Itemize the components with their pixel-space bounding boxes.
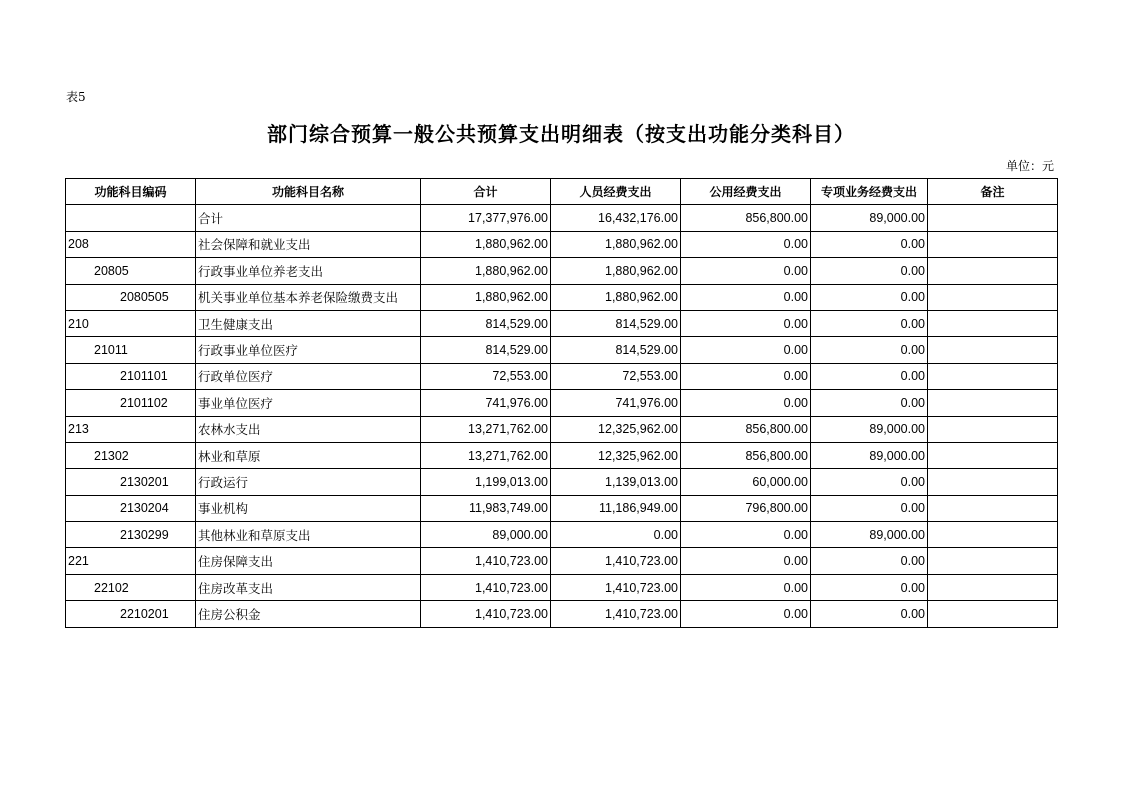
cell-public: 0.00 — [681, 390, 811, 416]
cell-personnel: 741,976.00 — [551, 390, 681, 416]
cell-public: 60,000.00 — [681, 469, 811, 495]
cell-total: 741,976.00 — [421, 390, 551, 416]
cell-code — [66, 205, 196, 231]
cell-personnel: 72,553.00 — [551, 363, 681, 389]
cell-personnel: 1,139,013.00 — [551, 469, 681, 495]
cell-remark — [928, 231, 1058, 257]
cell-code: 2130204 — [66, 495, 196, 521]
cell-code: 2210201 — [66, 601, 196, 627]
table-body — [66, 205, 1058, 627]
cell-public: 0.00 — [681, 363, 811, 389]
cell-name: 行政事业单位医疗 — [196, 337, 421, 363]
cell-special: 0.00 — [811, 390, 928, 416]
cell-name: 农林水支出 — [196, 416, 421, 442]
header-remark: 备注 — [928, 179, 1058, 205]
cell-code: 21302 — [66, 442, 196, 468]
header-total: 合计 — [421, 179, 551, 205]
header-special: 专项业务经费支出 — [811, 179, 928, 205]
cell-total: 13,271,762.00 — [421, 442, 551, 468]
cell-public: 796,800.00 — [681, 495, 811, 521]
cell-personnel: 814,529.00 — [551, 337, 681, 363]
cell-code: 22102 — [66, 574, 196, 600]
cell-total: 72,553.00 — [421, 363, 551, 389]
cell-special: 0.00 — [811, 574, 928, 600]
header-personnel: 人员经费支出 — [551, 179, 681, 205]
cell-name: 林业和草原 — [196, 442, 421, 468]
cell-public: 0.00 — [681, 310, 811, 336]
cell-special: 0.00 — [811, 495, 928, 521]
table-row — [66, 495, 1058, 521]
header-name: 功能科目名称 — [196, 179, 421, 205]
unit-label: 单位：元 — [1005, 159, 1054, 173]
cell-personnel: 1,880,962.00 — [551, 231, 681, 257]
cell-code: 2130201 — [66, 469, 196, 495]
cell-special: 0.00 — [811, 469, 928, 495]
table-row — [66, 469, 1058, 495]
cell-remark — [928, 310, 1058, 336]
cell-special: 0.00 — [811, 337, 928, 363]
table-row — [66, 205, 1058, 231]
cell-remark — [928, 258, 1058, 284]
cell-special: 89,000.00 — [811, 522, 928, 548]
cell-total: 13,271,762.00 — [421, 416, 551, 442]
cell-personnel: 1,410,723.00 — [551, 574, 681, 600]
cell-name: 住房改革支出 — [196, 574, 421, 600]
table-row — [66, 337, 1058, 363]
cell-public: 0.00 — [681, 574, 811, 600]
cell-name: 机关事业单位基本养老保险缴费支出 — [196, 284, 421, 310]
cell-total: 1,880,962.00 — [421, 258, 551, 284]
table-row — [66, 363, 1058, 389]
cell-personnel: 0.00 — [551, 522, 681, 548]
cell-remark — [928, 548, 1058, 574]
cell-remark — [928, 284, 1058, 310]
table-row — [66, 522, 1058, 548]
table-row — [66, 442, 1058, 468]
cell-remark — [928, 416, 1058, 442]
cell-personnel: 11,186,949.00 — [551, 495, 681, 521]
cell-total: 11,983,749.00 — [421, 495, 551, 521]
table-number: 表5 — [66, 90, 86, 104]
cell-name: 行政单位医疗 — [196, 363, 421, 389]
header-code: 功能科目编码 — [66, 179, 196, 205]
cell-code: 2101102 — [66, 390, 196, 416]
cell-public: 856,800.00 — [681, 442, 811, 468]
table-row — [66, 416, 1058, 442]
cell-personnel: 12,325,962.00 — [551, 442, 681, 468]
table-row — [66, 258, 1058, 284]
cell-special: 89,000.00 — [811, 416, 928, 442]
table-row — [66, 548, 1058, 574]
cell-name: 事业机构 — [196, 495, 421, 521]
cell-personnel: 1,880,962.00 — [551, 258, 681, 284]
cell-public: 0.00 — [681, 601, 811, 627]
cell-name: 事业单位医疗 — [196, 390, 421, 416]
cell-code: 221 — [66, 548, 196, 574]
cell-remark — [928, 337, 1058, 363]
cell-name: 卫生健康支出 — [196, 310, 421, 336]
cell-special: 0.00 — [811, 601, 928, 627]
cell-total: 1,410,723.00 — [421, 548, 551, 574]
cell-name: 行政事业单位养老支出 — [196, 258, 421, 284]
table-row — [66, 284, 1058, 310]
table-row — [66, 601, 1058, 627]
page-title: 部门综合预算一般公共预算支出明细表（按支出功能分类科目） — [267, 122, 855, 146]
cell-remark — [928, 390, 1058, 416]
cell-special: 0.00 — [811, 258, 928, 284]
cell-name: 其他林业和草原支出 — [196, 522, 421, 548]
table-row — [66, 231, 1058, 257]
cell-remark — [928, 522, 1058, 548]
cell-total: 1,410,723.00 — [421, 574, 551, 600]
cell-remark — [928, 601, 1058, 627]
cell-total: 1,880,962.00 — [421, 231, 551, 257]
table-row — [66, 574, 1058, 600]
cell-personnel: 1,410,723.00 — [551, 601, 681, 627]
cell-total: 814,529.00 — [421, 310, 551, 336]
cell-public: 856,800.00 — [681, 205, 811, 231]
table-row — [66, 310, 1058, 336]
cell-name: 合计 — [196, 205, 421, 231]
cell-name: 社会保障和就业支出 — [196, 231, 421, 257]
cell-public: 0.00 — [681, 258, 811, 284]
cell-public: 0.00 — [681, 522, 811, 548]
cell-special: 0.00 — [811, 548, 928, 574]
cell-remark — [928, 469, 1058, 495]
cell-special: 0.00 — [811, 231, 928, 257]
cell-name: 住房公积金 — [196, 601, 421, 627]
header-public: 公用经费支出 — [681, 179, 811, 205]
cell-personnel: 12,325,962.00 — [551, 416, 681, 442]
cell-personnel: 16,432,176.00 — [551, 205, 681, 231]
cell-remark — [928, 495, 1058, 521]
cell-total: 89,000.00 — [421, 522, 551, 548]
cell-total: 814,529.00 — [421, 337, 551, 363]
cell-total: 1,410,723.00 — [421, 601, 551, 627]
cell-public: 0.00 — [681, 548, 811, 574]
table-row — [66, 390, 1058, 416]
cell-personnel: 1,410,723.00 — [551, 548, 681, 574]
cell-name: 行政运行 — [196, 469, 421, 495]
cell-special: 89,000.00 — [811, 442, 928, 468]
cell-remark — [928, 363, 1058, 389]
cell-remark — [928, 574, 1058, 600]
cell-personnel: 814,529.00 — [551, 310, 681, 336]
cell-public: 0.00 — [681, 284, 811, 310]
budget-table — [65, 178, 1058, 628]
cell-total: 1,199,013.00 — [421, 469, 551, 495]
cell-total: 17,377,976.00 — [421, 205, 551, 231]
cell-code: 213 — [66, 416, 196, 442]
cell-public: 0.00 — [681, 231, 811, 257]
cell-code: 2080505 — [66, 284, 196, 310]
cell-special: 0.00 — [811, 310, 928, 336]
cell-code: 208 — [66, 231, 196, 257]
cell-code: 2101101 — [66, 363, 196, 389]
cell-code: 20805 — [66, 258, 196, 284]
cell-personnel: 1,880,962.00 — [551, 284, 681, 310]
cell-special: 0.00 — [811, 363, 928, 389]
cell-total: 1,880,962.00 — [421, 284, 551, 310]
cell-special: 0.00 — [811, 284, 928, 310]
cell-special: 89,000.00 — [811, 205, 928, 231]
cell-public: 0.00 — [681, 337, 811, 363]
cell-code: 210 — [66, 310, 196, 336]
header-row — [66, 179, 1058, 205]
cell-code: 2130299 — [66, 522, 196, 548]
cell-remark — [928, 205, 1058, 231]
cell-remark — [928, 442, 1058, 468]
cell-public: 856,800.00 — [681, 416, 811, 442]
cell-name: 住房保障支出 — [196, 548, 421, 574]
cell-code: 21011 — [66, 337, 196, 363]
